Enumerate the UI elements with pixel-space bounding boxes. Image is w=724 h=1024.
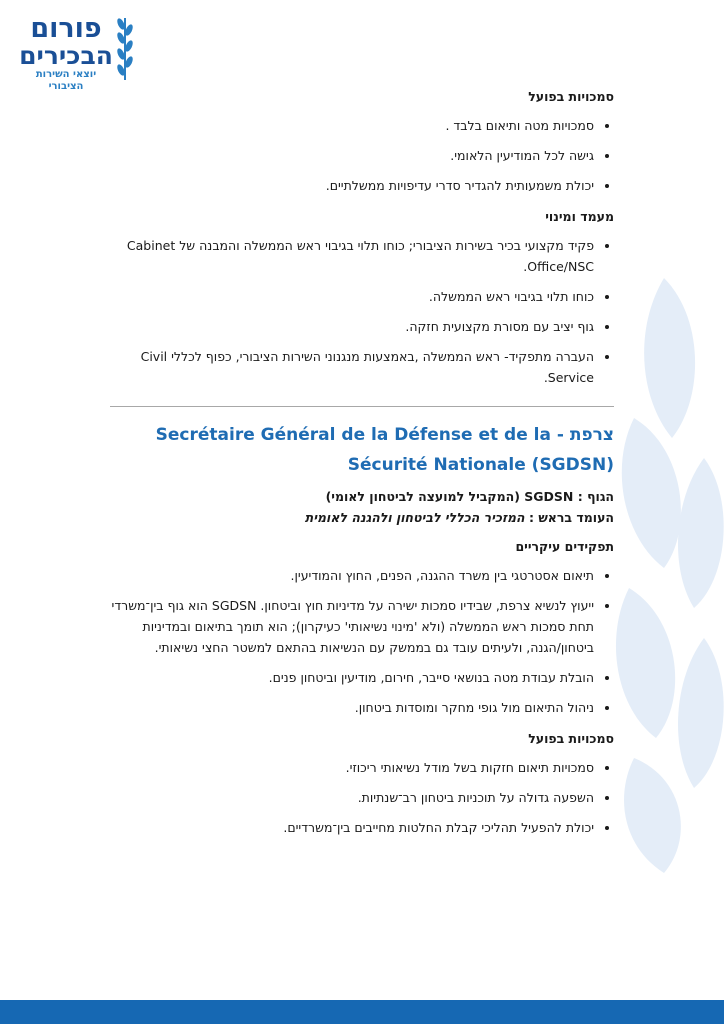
list-item: • סמכויות תיאום חזקות בשל מודל נשיאותי ריכוזי. bbox=[110, 757, 594, 778]
section-heading: סמכויות בפועל bbox=[528, 89, 614, 104]
list-item: • תיאום אסטרטגי בין משרד ההגנה, הפנים, החוץ והמודיעין. bbox=[110, 565, 594, 586]
head-value: המזכיר הכללי לביטחון ולהגנה לאומית bbox=[304, 510, 525, 525]
body-label: הגוף : bbox=[577, 489, 614, 504]
list-item: • גוף יציב עם מסורת מקצועית חזקה. bbox=[110, 316, 594, 337]
bullet-list bbox=[110, 235, 614, 388]
list-item: • הובלת עבודת מטה בנושאי סייבר, חירום, מודיעין וביטחון פנים. bbox=[110, 667, 594, 688]
list-item: • העברה מתפקיד- ראש הממשלה ,באמצעות מנגנוני השירות הציבורי, כפוף לכללי Civil Service. bbox=[110, 346, 594, 388]
footer-bar bbox=[0, 1000, 724, 1024]
list-item: • כוחו תלוי בגיבוי ראש הממשלה. bbox=[110, 286, 594, 307]
document-content bbox=[110, 82, 614, 838]
list-item: • סמכויות מטה ותיאום בלבד . bbox=[110, 115, 594, 136]
logo bbox=[18, 13, 138, 92]
list-item: • ייעוץ לנשיא צרפת, שבידיו סמכות ישירה על מדיניות חוץ וביטחון. SGDSN הוא גוף בין־משרדי תחת סמכות ראש הממשלה (ולא 'מינוי נשיאותי' כעיקרון); הוא תומך בתיאום ובמדיניות ביטחון/הגנה, ולעיתים עובד גם בממשק עם הנשיאות בהתאם למשטר החצי נשיאותי. bbox=[110, 595, 594, 658]
body-value: SGDSN (המקביל למועצה לביטחון לאומי) bbox=[325, 489, 574, 504]
bullet-list bbox=[110, 115, 614, 196]
section-divider bbox=[110, 406, 614, 407]
list-item: • יכולת משמעותית להגדיר סדרי עדיפויות ממשלתיים. bbox=[110, 175, 594, 196]
body-line bbox=[110, 486, 614, 507]
section-heading: סמכויות בפועל bbox=[528, 731, 614, 746]
list-item: • ניהול התיאום מול גופי מחקר ומוסדות ביטחון. bbox=[110, 697, 594, 718]
head-line bbox=[110, 507, 614, 528]
logo-text-line3: יוצאי השירות הציבורי bbox=[35, 69, 97, 92]
country-title-line1: צרפת - Secrétaire Général de la Défense et de la bbox=[155, 425, 614, 445]
logo-text-line2: הבכירים bbox=[19, 41, 113, 70]
bullet-list bbox=[110, 757, 614, 838]
logo-text-line1: פורום bbox=[30, 13, 102, 44]
list-item: • פקיד מקצועי בכיר בשירות הציבורי; כוחו תלוי בגיבוי ראש הממשלה והמבנה של Cabinet Office/NSC. bbox=[110, 235, 594, 277]
section-heading: מעמד ומינוי bbox=[545, 209, 614, 224]
list-item: • גישה לכל המודיעין הלאומי. bbox=[110, 145, 594, 166]
bullet-list bbox=[110, 565, 614, 718]
section-heading: תפקידים עיקריים bbox=[515, 539, 614, 554]
list-item: • יכולת להפעיל תהליכי קבלת החלטות מחייבים בין־משרדיים. bbox=[110, 817, 594, 838]
country-title-line2: Sécurité Nationale (SGDSN) bbox=[347, 455, 614, 475]
list-item: • השפעה גדולה על תוכניות ביטחון רב־שנתיות. bbox=[110, 787, 594, 808]
head-label: העומד בראש : bbox=[528, 510, 614, 525]
leaf-sprig-icon bbox=[116, 14, 134, 82]
